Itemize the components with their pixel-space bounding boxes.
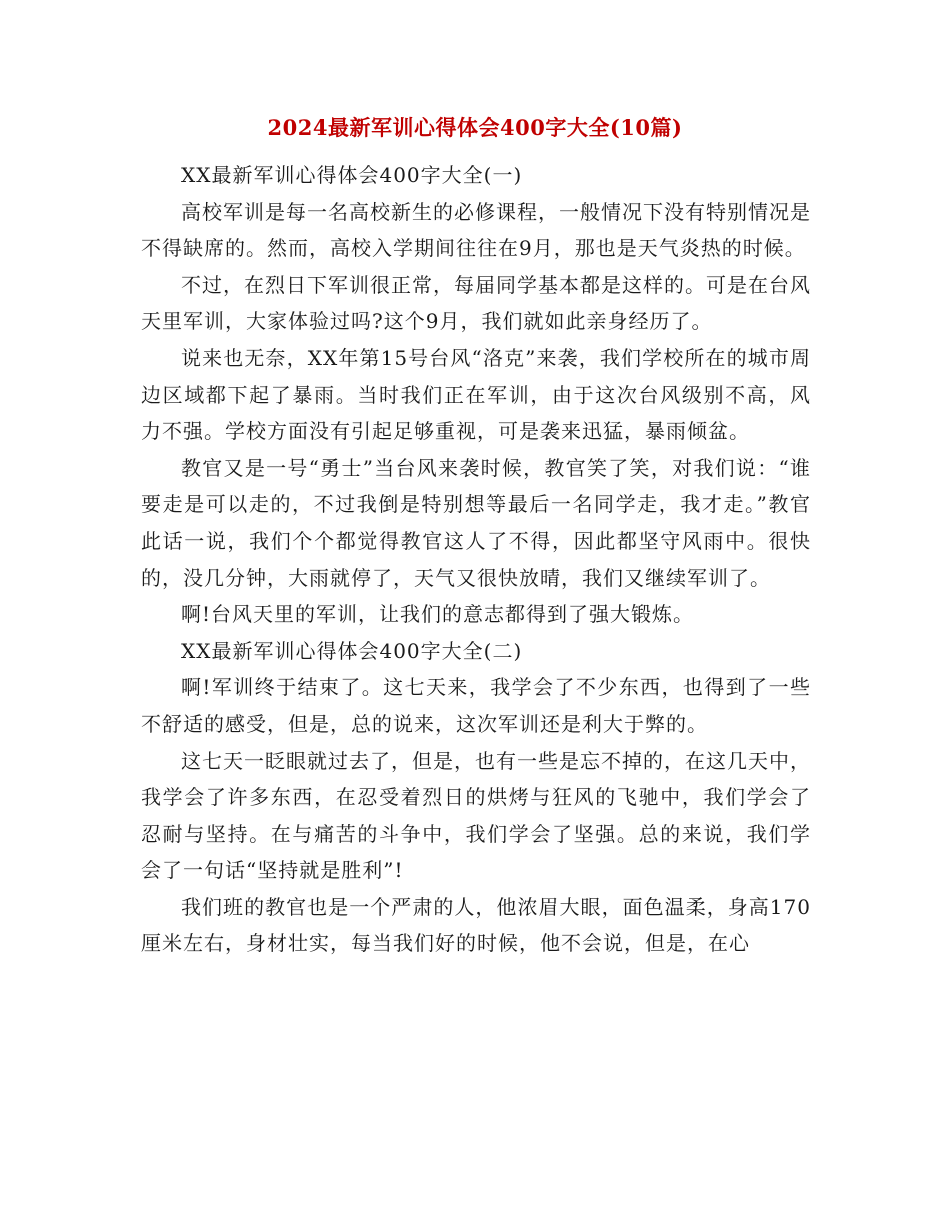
document-body [141,157,811,962]
paragraph: 这七天一眨眼就过去了，但是，也有一些是忘不掉的，在这几天中，我学会了许多东西，在忍受着烈日的烘烤与狂风的飞驰中，我们学会了忍耐与坚持。在与痛苦的斗争中，我们学会了坚强。总的来说，我们学会了一句话“坚持就是胜利”! [141,748,811,883]
paragraph: 高校军训是每一名高校新生的必修课程，一般情况下没有特别情况是不得缺席的。然而，高校入学期间往往在9月，那也是天气炎热的时候。 [141,199,811,261]
paragraph: 啊!台风天里的军训，让我们的意志都得到了强大锻炼。 [181,602,695,627]
document-title: 2024最新军训心得体会400字大全(10篇) [267,115,683,140]
paragraph: 啊!军训终于结束了。这七天来，我学会了不少东西，也得到了一些不舒适的感受，但是，总的说来，这次军训还是利大于弊的。 [141,675,811,736]
section-heading: XX最新军训心得体会400字大全(二) [181,638,523,663]
paragraph: 不过，在烈日下军训很正常，每届同学基本都是这样的。可是在台风天里军训，大家体验过吗?这个9月，我们就如此亲身经历了。 [141,272,811,334]
paragraph: 教官又是一号“勇士”当台风来袭时候，教官笑了笑，对我们说：“谁要走是可以走的，不过我倒是特别想等最后一名同学走，我才走。”教官此话一说，我们个个都觉得教官这人了不得，因此都坚守风雨中。很快的，没几分钟，大雨就停了，天气又很快放晴，我们又继续军训了。 [141,455,811,590]
section-heading: XX最新军训心得体会400字大全(一) [181,163,523,187]
paragraph: 说来也无奈，XX年第15号台风“洛克”来袭，我们学校所在的城市周边区域都下起了暴雨。当时我们正在军训，由于这次台风级别不高，风力不强。学校方面没有引起足够重视，可是袭来迅猛，暴雨倾盆。 [141,345,811,444]
paragraph: 我们班的教官也是一个严肃的人，他浓眉大眼，面色温柔，身高170厘米左右，身材壮实，每当我们好的时候，他不会说，但是，在心 [141,894,811,956]
